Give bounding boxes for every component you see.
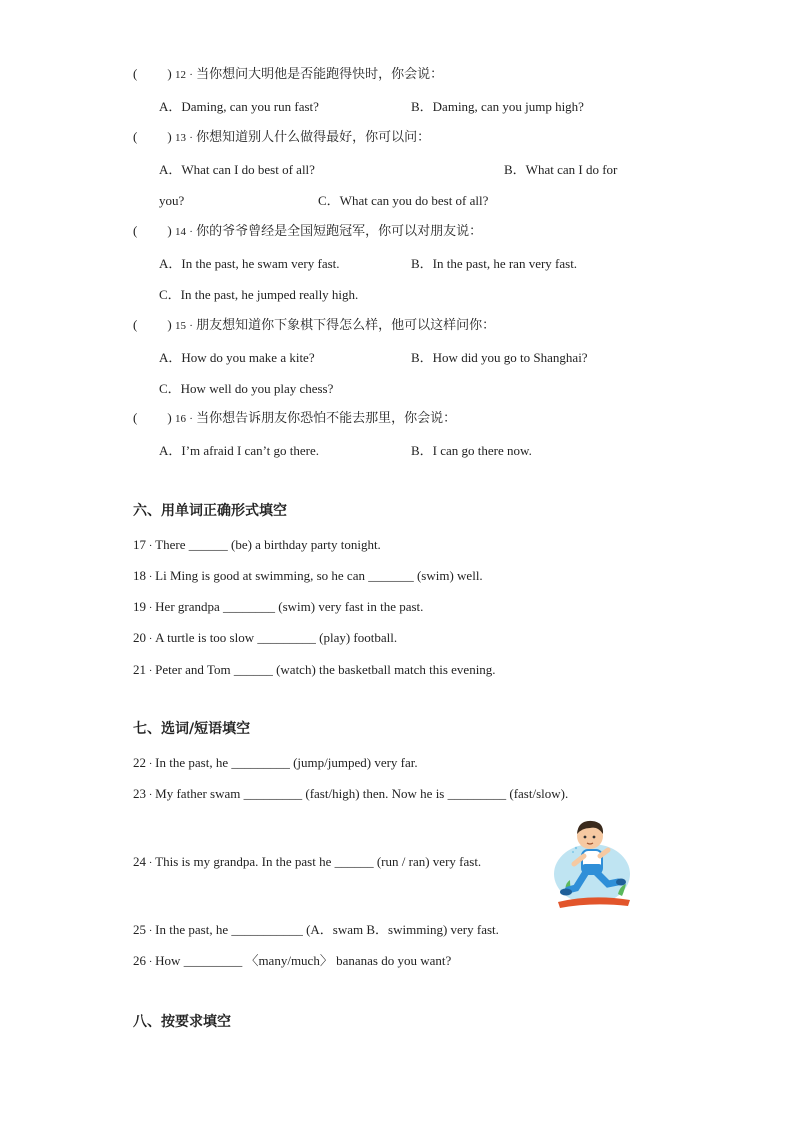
option-c: C．What can you do best of all? [318, 193, 489, 208]
question-12-stem: ( ) 12 · 当你想问大明他是否能跑得快时，你会说： [133, 66, 444, 82]
option-a: A．How do you make a kite? [159, 350, 315, 365]
question-number: 14 [174, 226, 186, 238]
option-b-continued: you? [159, 193, 185, 208]
choice-item-23: 23 · My father swam _________ (fast/high) then. Now he is _________ (fast/slow). [133, 786, 569, 801]
section-8-title: 八、按要求填空 [133, 1014, 231, 1030]
option-c: C．In the past, he jumped really high. [159, 287, 359, 302]
answer-blank[interactable]: _________ [257, 630, 316, 645]
section-7-title: 七、选词/短语填空 [133, 721, 251, 737]
option-b: B．How did you go to Shanghai? [411, 350, 588, 365]
question-text: 朋友想知道你下象棋下得怎么样，他可以这样问你： [196, 318, 496, 333]
option-a: A．I’m afraid I can’t go there. [159, 443, 320, 458]
choice-item-24: 24 · This is my grandpa. In the past he ______ (run / ran) very fast. [133, 854, 482, 869]
option-b: B．In the past, he ran very fast. [411, 256, 578, 271]
answer-blank[interactable]: ________ [223, 599, 276, 614]
answer-blank[interactable]: ______ [233, 662, 273, 677]
section-6-title: 六、用单词正确形式填空 [133, 503, 287, 519]
question-number: 15 [174, 320, 186, 332]
question-text: 当你想告诉朋友你恐怕不能去那里，你会说： [196, 411, 457, 426]
answer-blank[interactable]: ______ [188, 537, 228, 552]
question-16-stem: ( ) 16 · 当你想告诉朋友你恐怕不能去那里，你会说： [133, 410, 457, 426]
fill-item-19: 19 · Her grandpa ________ (swim) very fast in the past. [133, 599, 424, 614]
option-b: B．I can go there now. [411, 443, 532, 458]
option-b: B．Daming, can you jump high? [411, 99, 584, 114]
question-14-stem: ( ) 14 · 你的爷爷曾经是全国短跑冠军，你可以对朋友说： [133, 223, 483, 239]
question-text: 你的爷爷曾经是全国短跑冠军，你可以对朋友说： [196, 224, 483, 239]
fill-item-21: 21 · Peter and Tom ______ (watch) the basketball match this evening. [133, 662, 496, 677]
question-number: 12 [174, 69, 186, 81]
fill-item-20: 20 · A turtle is too slow _________ (play) football. [133, 630, 398, 645]
option-a: A．What can I do best of all? [159, 162, 315, 177]
question-text: 当你想问大明他是否能跑得快时，你会说： [196, 67, 444, 82]
fill-item-18: 18 · Li Ming is good at swimming, so he can _______ (swim) well. [133, 568, 483, 583]
option-b: B．What can I do for [504, 162, 618, 177]
question-text: 你想知道别人什么做得最好，你可以问： [196, 130, 431, 145]
fill-item-17: 17 · There ______ (be) a birthday party tonight. [133, 537, 381, 552]
option-c: C．How well do you play chess? [159, 381, 334, 396]
choice-item-25: 25 · In the past, he ___________ (A．swam B．swimming) very fast. [133, 922, 499, 937]
paren: ( [133, 66, 138, 81]
answer-blank[interactable]: _______ [368, 568, 414, 583]
question-number: 13 [174, 132, 186, 144]
choice-item-22: 22 · In the past, he _________ (jump/jumped) very far. [133, 755, 418, 770]
choice-item-26: 26 · How _________ 〈many/much〉 bananas do you want? [133, 953, 452, 968]
question-15-stem: ( ) 15 · 朋友想知道你下象棋下得怎么样，他可以这样问你： [133, 317, 496, 333]
option-a: A．In the past, he swam very fast. [159, 256, 340, 271]
running-boy-illustration [546, 814, 638, 910]
question-number: 16 [174, 413, 186, 425]
question-13-stem: ( ) 13 · 你想知道别人什么做得最好，你可以问： [133, 129, 431, 145]
option-a: A．Daming, can you run fast? [159, 99, 319, 114]
